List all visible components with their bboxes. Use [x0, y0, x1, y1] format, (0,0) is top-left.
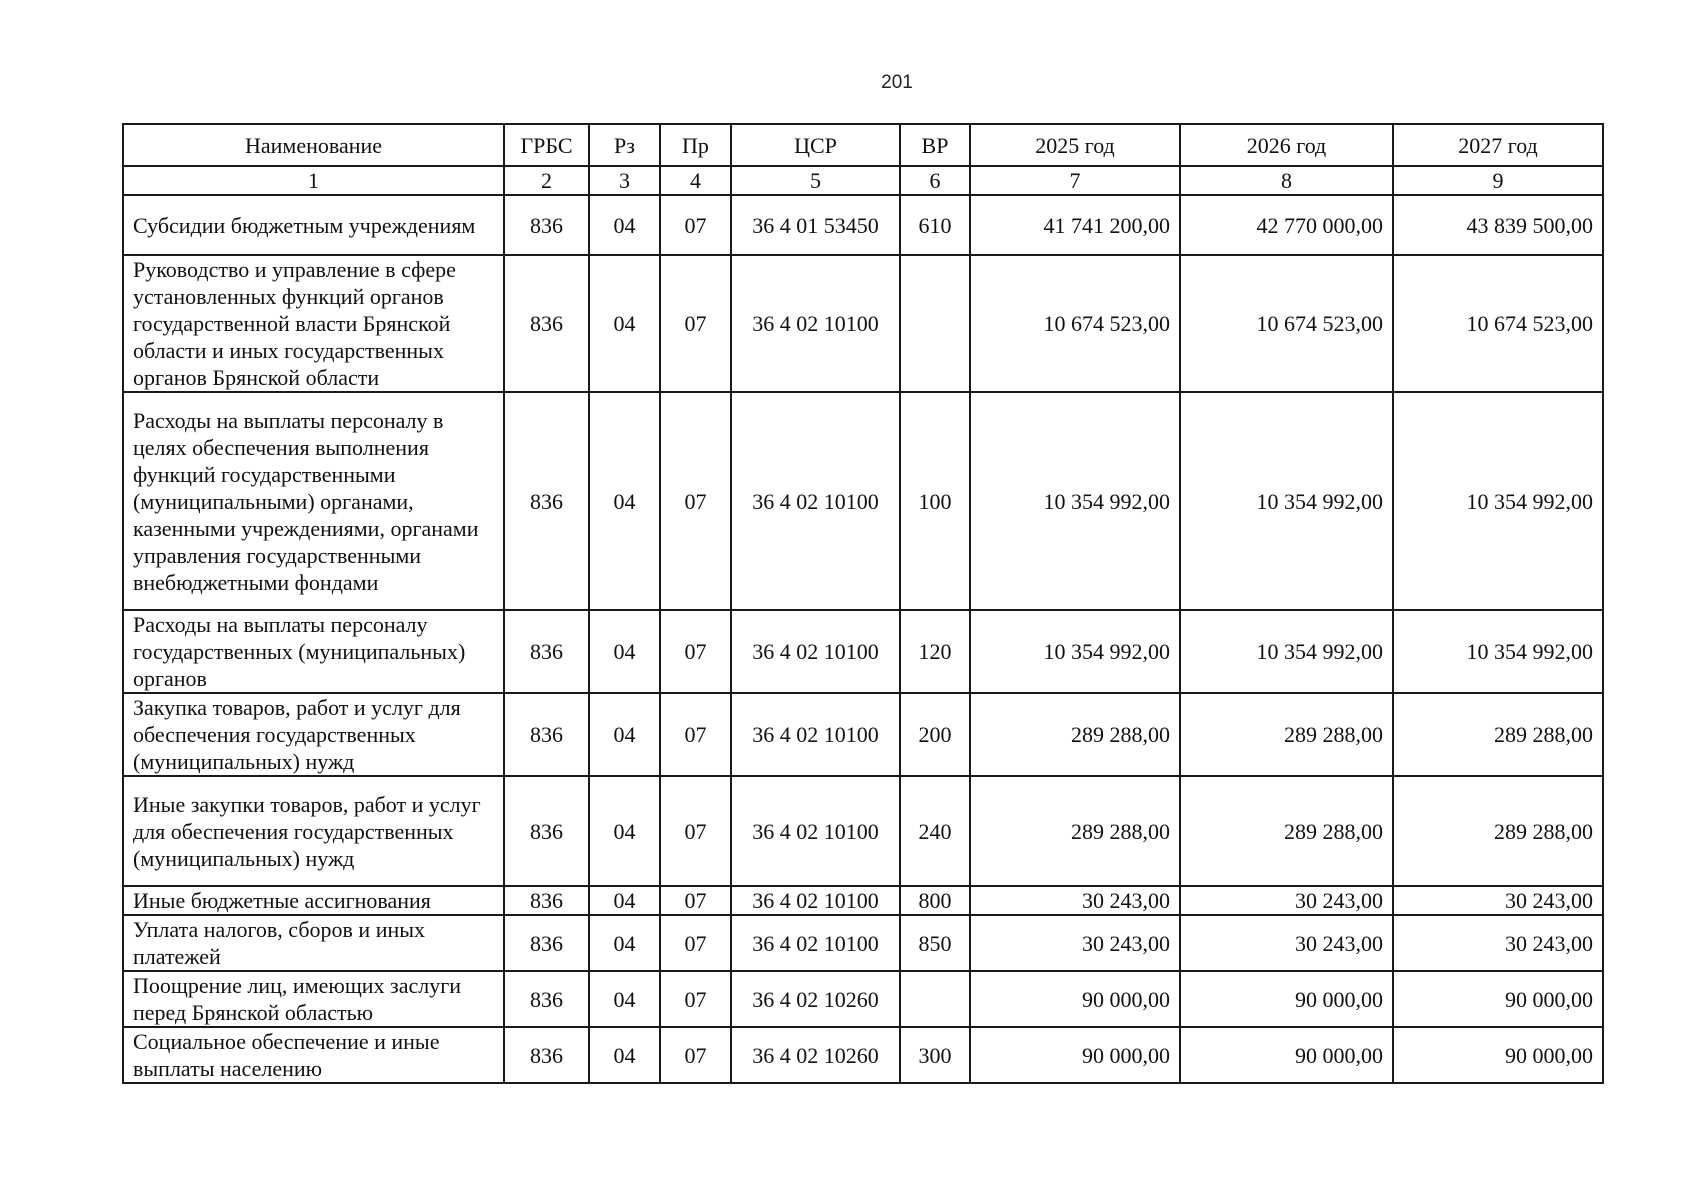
- column-number: 3: [589, 166, 660, 195]
- row-rz: 04: [589, 915, 660, 971]
- table-row: [123, 693, 1603, 776]
- row-csr: 36 4 02 10100: [731, 886, 900, 915]
- row-pr: 07: [660, 915, 731, 971]
- table-row: [123, 915, 1603, 971]
- row-grbs: 836: [504, 255, 589, 392]
- row-grbs: 836: [504, 1027, 589, 1083]
- row-grbs: 836: [504, 195, 589, 255]
- row-rz: 04: [589, 971, 660, 1027]
- row-pr: 07: [660, 195, 731, 255]
- row-grbs: 836: [504, 610, 589, 693]
- row-pr: 07: [660, 255, 731, 392]
- row-vr: 120: [900, 610, 970, 693]
- row-pr: 07: [660, 693, 731, 776]
- row-vr: 300: [900, 1027, 970, 1083]
- column-number: 6: [900, 166, 970, 195]
- row-amount-2025: 41 741 200,00: [970, 195, 1180, 255]
- row-vr: 240: [900, 776, 970, 886]
- row-amount-2027: 10 674 523,00: [1393, 255, 1603, 392]
- row-grbs: 836: [504, 693, 589, 776]
- header-2026: 2026 год: [1180, 124, 1393, 166]
- row-rz: 04: [589, 255, 660, 392]
- table-row: [123, 392, 1603, 610]
- row-amount-2027: 90 000,00: [1393, 1027, 1603, 1083]
- row-rz: 04: [589, 1027, 660, 1083]
- row-amount-2027: 289 288,00: [1393, 693, 1603, 776]
- row-rz: 04: [589, 610, 660, 693]
- row-vr: 100: [900, 392, 970, 610]
- row-pr: 07: [660, 971, 731, 1027]
- row-amount-2026: 90 000,00: [1180, 1027, 1393, 1083]
- row-pr: 07: [660, 886, 731, 915]
- row-amount-2026: 289 288,00: [1180, 776, 1393, 886]
- row-amount-2026: 42 770 000,00: [1180, 195, 1393, 255]
- row-amount-2026: 90 000,00: [1180, 971, 1393, 1027]
- column-number: 1: [123, 166, 504, 195]
- table-row: [123, 971, 1603, 1027]
- column-number: 5: [731, 166, 900, 195]
- row-amount-2025: 90 000,00: [970, 1027, 1180, 1083]
- row-grbs: 836: [504, 915, 589, 971]
- row-name: Закупка товаров, работ и услуг для обеспечения государственных (муниципальных) нужд: [123, 693, 504, 776]
- row-amount-2026: 10 354 992,00: [1180, 610, 1393, 693]
- header-name: Наименование: [123, 124, 504, 166]
- row-amount-2025: 30 243,00: [970, 915, 1180, 971]
- table-row: [123, 886, 1603, 915]
- row-grbs: 836: [504, 971, 589, 1027]
- row-name: Расходы на выплаты персоналу в целях обеспечения выполнения функций государственными (муниципальными) органами, казенными учреждениями, органами управления государственными внебюджетными фондами: [123, 392, 504, 610]
- header-2027: 2027 год: [1393, 124, 1603, 166]
- header-csr: ЦСР: [731, 124, 900, 166]
- header-rz: Рз: [589, 124, 660, 166]
- row-amount-2027: 10 354 992,00: [1393, 610, 1603, 693]
- table-row: [123, 610, 1603, 693]
- row-csr: 36 4 01 53450: [731, 195, 900, 255]
- row-amount-2025: 10 354 992,00: [970, 392, 1180, 610]
- header-row: [123, 124, 1603, 166]
- row-rz: 04: [589, 195, 660, 255]
- row-rz: 04: [589, 886, 660, 915]
- row-name: Иные бюджетные ассигнования: [123, 886, 504, 915]
- row-csr: 36 4 02 10260: [731, 1027, 900, 1083]
- row-amount-2025: 30 243,00: [970, 886, 1180, 915]
- row-name: Иные закупки товаров, работ и услуг для обеспечения государственных (муниципальных) нужд: [123, 776, 504, 886]
- row-amount-2027: 289 288,00: [1393, 776, 1603, 886]
- row-csr: 36 4 02 10100: [731, 776, 900, 886]
- row-rz: 04: [589, 693, 660, 776]
- row-amount-2025: 90 000,00: [970, 971, 1180, 1027]
- row-rz: 04: [589, 392, 660, 610]
- row-amount-2027: 90 000,00: [1393, 971, 1603, 1027]
- row-csr: 36 4 02 10100: [731, 255, 900, 392]
- row-amount-2027: 10 354 992,00: [1393, 392, 1603, 610]
- row-vr: 850: [900, 915, 970, 971]
- row-vr: 200: [900, 693, 970, 776]
- row-vr: [900, 255, 970, 392]
- header-vr: ВР: [900, 124, 970, 166]
- row-amount-2027: 43 839 500,00: [1393, 195, 1603, 255]
- row-amount-2026: 30 243,00: [1180, 915, 1393, 971]
- row-name: Уплата налогов, сборов и иных платежей: [123, 915, 504, 971]
- row-grbs: 836: [504, 776, 589, 886]
- row-name: Субсидии бюджетным учреждениям: [123, 195, 504, 255]
- row-amount-2025: 289 288,00: [970, 693, 1180, 776]
- row-csr: 36 4 02 10100: [731, 693, 900, 776]
- row-rz: 04: [589, 776, 660, 886]
- table-row: [123, 195, 1603, 255]
- header-grbs: ГРБС: [504, 124, 589, 166]
- column-number: 9: [1393, 166, 1603, 195]
- row-vr: 610: [900, 195, 970, 255]
- column-number: 8: [1180, 166, 1393, 195]
- row-amount-2026: 289 288,00: [1180, 693, 1393, 776]
- row-grbs: 836: [504, 886, 589, 915]
- row-csr: 36 4 02 10100: [731, 610, 900, 693]
- row-amount-2025: 10 354 992,00: [970, 610, 1180, 693]
- page-number: 201: [881, 72, 913, 93]
- column-number: 2: [504, 166, 589, 195]
- table-row: [123, 255, 1603, 392]
- row-name: Руководство и управление в сфере установленных функций органов государственной власти Брянской области и иных государственных органов Брянской области: [123, 255, 504, 392]
- row-amount-2026: 10 674 523,00: [1180, 255, 1393, 392]
- row-name: Поощрение лиц, имеющих заслуги перед Брянской областью: [123, 971, 504, 1027]
- row-amount-2027: 30 243,00: [1393, 915, 1603, 971]
- row-vr: [900, 971, 970, 1027]
- row-pr: 07: [660, 776, 731, 886]
- row-pr: 07: [660, 392, 731, 610]
- row-amount-2025: 10 674 523,00: [970, 255, 1180, 392]
- row-amount-2026: 10 354 992,00: [1180, 392, 1393, 610]
- column-number: 7: [970, 166, 1180, 195]
- column-number-row: [123, 166, 1603, 195]
- budget-table: [122, 123, 1604, 1084]
- row-amount-2027: 30 243,00: [1393, 886, 1603, 915]
- row-vr: 800: [900, 886, 970, 915]
- header-pr: Пр: [660, 124, 731, 166]
- table-row: [123, 1027, 1603, 1083]
- table-row: [123, 776, 1603, 886]
- row-pr: 07: [660, 1027, 731, 1083]
- row-grbs: 836: [504, 392, 589, 610]
- row-amount-2025: 289 288,00: [970, 776, 1180, 886]
- row-name: Расходы на выплаты персоналу государственных (муниципальных) органов: [123, 610, 504, 693]
- row-csr: 36 4 02 10100: [731, 392, 900, 610]
- row-name: Социальное обеспечение и иные выплаты населению: [123, 1027, 504, 1083]
- row-amount-2026: 30 243,00: [1180, 886, 1393, 915]
- row-csr: 36 4 02 10260: [731, 971, 900, 1027]
- row-pr: 07: [660, 610, 731, 693]
- header-2025: 2025 год: [970, 124, 1180, 166]
- column-number: 4: [660, 166, 731, 195]
- row-csr: 36 4 02 10100: [731, 915, 900, 971]
